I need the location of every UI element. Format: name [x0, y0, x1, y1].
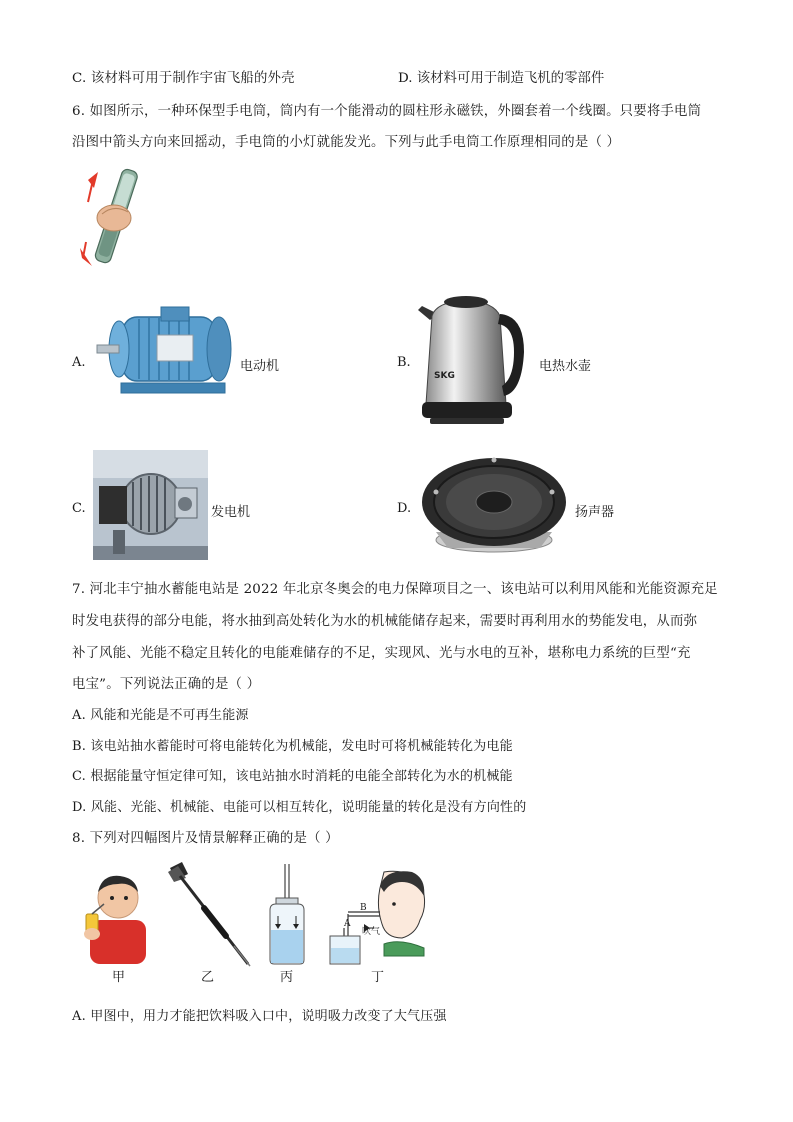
q6-option-c-name: 发电机 — [211, 505, 251, 520]
blow-label: 吹气 — [362, 927, 381, 937]
q7-stem-line3: 补了风能、光能不稳定且转化的电能难储存的不足，实现风、光与水电的互补，堪称电力系统的巨型“充 — [72, 646, 691, 661]
electric-kettle-image — [416, 292, 531, 430]
q7-stem-line1: 7. 河北丰宁抽水蓄能电站是 2022 年北京冬奥会的电力保障项目之一、该电站可以利用风能和光能资源充足 — [72, 582, 718, 597]
kettle-brand-text: SKG — [434, 371, 455, 381]
q7-option-a: A. 风能和光能是不可再生能源 — [72, 708, 249, 723]
flashlight-figure — [76, 162, 146, 272]
q6-option-c-letter: C. — [72, 501, 86, 516]
q6-stem-line2: 沿图中箭头方向来回摇动，手电筒的小灯就能发光。下列与此手电筒工作原理相同的是（ ） — [72, 135, 621, 150]
q8-fig-label-yi: 乙 — [201, 970, 215, 985]
q8-fig-label-ding: 丁 — [371, 970, 385, 985]
boy-blowing-figure — [324, 866, 428, 970]
dart-figure — [164, 860, 254, 968]
q8-stem: 8. 下列对四幅图片及情景解释正确的是（ ） — [72, 831, 339, 846]
point-b-label: B — [360, 903, 367, 913]
electric-motor-image — [95, 305, 240, 405]
q5-option-c: C. 该材料可用于制作宇宙飞船的外壳 — [72, 71, 295, 86]
generator-image — [93, 450, 208, 560]
q6-option-b-letter: B. — [397, 355, 411, 370]
q5-option-d: D. 该材料可用于制造飞机的零部件 — [398, 71, 605, 86]
q7-stem-line2: 时发电获得的部分电能，将水抽到高处转化为水的机械能储存起来，需要时再利用水的势能发电，从而弥 — [72, 614, 698, 629]
child-drinking-figure — [80, 864, 150, 964]
q7-stem-line4: 电宝”。下列说法正确的是（ ） — [72, 677, 261, 692]
q7-option-d: D. 风能、光能、机械能、电能可以相互转化，说明能量的转化是没有方向性的 — [72, 800, 527, 815]
q7-option-c: C. 根据能量守恒定律可知，该电站抽水时消耗的电能全部转化为水的机械能 — [72, 769, 513, 784]
q6-option-d-name: 扬声器 — [575, 505, 615, 520]
q8-fig-label-jia: 甲 — [112, 970, 126, 985]
bottle-tube-figure — [262, 864, 312, 968]
q6-stem-line1: 6. 如图所示，一种环保型手电筒，筒内有一个能滑动的圆柱形永磁铁，外圈套着一个线圈。只要将手电筒 — [72, 104, 702, 119]
q6-option-d-letter: D. — [397, 501, 412, 516]
q6-option-a-name: 电动机 — [240, 359, 280, 374]
q7-option-b: B. 该电站抽水蓄能时可将电能转化为机械能，发电时可将机械能转化为电能 — [72, 739, 513, 754]
q6-option-a-letter: A. — [72, 355, 86, 370]
q8-option-a: A. 甲图中，用力才能把饮料吸入口中，说明吸力改变了大气压强 — [72, 1009, 447, 1024]
point-a-label: A — [344, 919, 351, 929]
loudspeaker-image — [418, 452, 570, 558]
q8-fig-label-bing: 丙 — [280, 970, 294, 985]
q6-option-b-name: 电热水壶 — [539, 359, 592, 374]
